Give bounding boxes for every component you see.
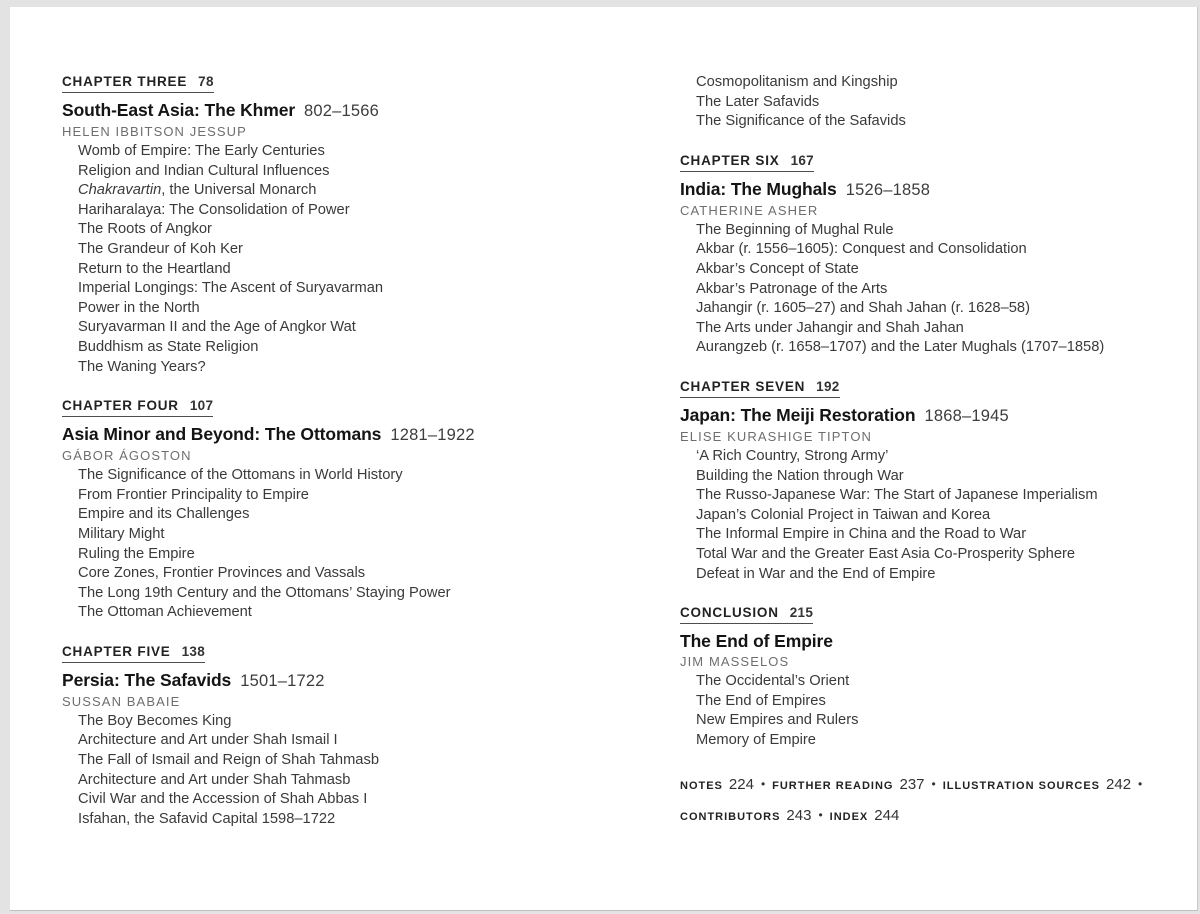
toc-item: Jahangir (r. 1605–27) and Shah Jahan (r. 1628–58) [696, 300, 1030, 317]
chapter-heading-row [680, 378, 1190, 404]
chapter-label [62, 398, 213, 417]
chapter-title [680, 178, 1190, 201]
toc-item [78, 181, 632, 201]
toc-item: The Beginning of Mughal Rule [696, 221, 894, 238]
backmatter-block [680, 770, 1190, 832]
chapter-label-text: CHAPTER SIX [680, 152, 780, 168]
chapter-author: SUSSAN BABAIE [62, 693, 181, 709]
chapter-title-text: India: The Mughals [680, 178, 837, 199]
bullet-separator: • [1138, 777, 1143, 792]
toc-item: The Fall of Ismail and Reign of Shah Tahmasb [78, 752, 379, 769]
toc-item: Architecture and Art under Shah Tahmasb [78, 771, 351, 788]
chapter-heading-row [62, 643, 632, 669]
toc-item-list [680, 672, 1190, 750]
toc-item: Suryavarman II and the Age of Angkor Wat [78, 319, 356, 336]
toc-item: The Boy Becomes King [78, 712, 232, 729]
chapter-heading-row [680, 152, 1190, 178]
backmatter-page-number: 224 [728, 776, 754, 794]
toc-item: Japan’s Colonial Project in Taiwan and Korea [696, 506, 991, 523]
toc-item-list [680, 221, 1190, 358]
backmatter-label: NOTES [680, 780, 723, 793]
toc-item-list [62, 466, 632, 623]
continuation-block [680, 73, 1190, 132]
chapter-author: JIM MASSELOS [680, 654, 790, 670]
backmatter-page-number: 242 [1106, 776, 1132, 794]
toc-column-right [680, 73, 1190, 832]
chapter-label [62, 644, 205, 663]
chapter-block [62, 397, 632, 623]
toc-item: The Occidental’s Orient [696, 673, 850, 690]
book-page [10, 7, 1198, 911]
toc-item: The Russo-Japanese War: The Start of Japanese Imperialism [696, 487, 1098, 504]
toc-item-list [62, 142, 632, 377]
backmatter-entry [830, 801, 900, 832]
toc-item: Cosmopolitanism and Kingship [696, 74, 898, 90]
chapter-label-text: CHAPTER THREE [62, 74, 188, 89]
toc-item: Ruling the Empire [78, 545, 195, 562]
backmatter-entry [943, 770, 1143, 801]
chapter-label [680, 153, 814, 172]
chapter-dates: 1281–1922 [390, 426, 475, 445]
toc-item: Imperial Longings: The Ascent of Suryavarman [78, 280, 384, 297]
backmatter-page-number: 237 [899, 776, 925, 794]
toc-item: Architecture and Art under Shah Ismail I [78, 732, 338, 749]
toc-item: Akbar (r. 1556–1605): Conquest and Consolidation [696, 241, 1027, 258]
toc-item-list [680, 447, 1190, 584]
toc-item: The Informal Empire in China and the Road to War [696, 526, 1027, 543]
toc-item: The Significance of the Safavids [696, 113, 906, 130]
backmatter-entry [680, 801, 823, 832]
chapter-author: HELEN IBBITSON JESSUP [62, 124, 247, 139]
toc-item: Womb of Empire: The Early Centuries [78, 143, 325, 159]
chapter-block [62, 73, 632, 377]
toc-item: The Waning Years? [78, 358, 206, 375]
bullet-separator: • [760, 777, 766, 792]
backmatter-entry [772, 770, 936, 801]
chapter-block [680, 378, 1190, 584]
toc-item: Akbar’s Patronage of the Arts [696, 280, 888, 297]
backmatter [680, 770, 1190, 832]
chapter-dates: 802–1566 [304, 102, 380, 120]
toc-item: Power in the North [78, 299, 200, 316]
chapter-page-number: 215 [789, 605, 814, 621]
toc-item: Military Might [78, 525, 165, 542]
chapter-label [62, 74, 214, 93]
backmatter-page-number: 244 [874, 807, 900, 825]
toc-item: Isfahan, the Safavid Capital 1598–1722 [78, 810, 336, 827]
chapter-title-text: South-East Asia: The Khmer [62, 100, 296, 120]
chapter-title [680, 404, 1190, 427]
toc-item: Memory of Empire [696, 731, 816, 748]
toc-item-segment: , the Universal Monarch [161, 182, 317, 199]
toc-item: The Grandeur of Koh Ker [78, 240, 243, 257]
bullet-separator: • [931, 777, 936, 792]
toc-item: Akbar’s Concept of State [696, 260, 859, 277]
toc-item: The End of Empires [696, 692, 826, 709]
toc-item: Building the Nation through War [696, 467, 904, 484]
toc-item-italic-segment: Chakravartin [78, 182, 162, 199]
chapter-block [62, 643, 632, 830]
toc-item: The Long 19th Century and the Ottomans’ Staying Power [78, 584, 451, 601]
toc-item: Hariharalaya: The Consolidation of Power [78, 201, 350, 218]
toc-item: The Ottoman Achievement [78, 604, 252, 621]
toc-column-left [62, 73, 632, 829]
chapter-dates: 1526–1858 [845, 180, 931, 199]
toc-item: Total War and the Greater East Asia Co-Prosperity Sphere [696, 545, 1076, 562]
toc-item: Civil War and the Accession of Shah Abbas I [78, 791, 368, 808]
toc-item: The Roots of Angkor [78, 221, 212, 238]
chapter-page-number: 78 [198, 74, 214, 89]
chapter-page-number: 107 [189, 398, 214, 414]
chapter-title [62, 423, 632, 446]
chapter-block [680, 152, 1190, 358]
toc-item: New Empires and Rulers [696, 712, 859, 729]
backmatter-label: INDEX [829, 811, 869, 824]
chapter-title [62, 99, 632, 122]
chapter-title [62, 669, 632, 692]
toc-item: Return to the Heartland [78, 260, 231, 277]
toc-item: The Arts under Jahangir and Shah Jahan [696, 319, 964, 336]
chapter-dates: 1501–1722 [240, 671, 325, 690]
toc-item: Empire and its Challenges [78, 506, 250, 523]
chapter-label-text: CONCLUSION [680, 605, 779, 621]
backmatter-entry [680, 770, 765, 801]
chapter-author: ELISE KURASHIGE TIPTON [680, 428, 873, 444]
backmatter-label: ILLUSTRATION SOURCES [942, 780, 1101, 793]
chapter-page-number: 138 [181, 643, 206, 659]
toc-item: From Frontier Principality to Empire [78, 486, 309, 503]
toc-item: Aurangzeb (r. 1658–1707) and the Later Mughals (1707–1858) [696, 339, 1105, 356]
chapter-label-text: CHAPTER FIVE [62, 643, 171, 659]
chapter-title [680, 630, 1190, 652]
chapter-heading-row [680, 604, 1190, 630]
toc-item: Defeat in War and the End of Empire [696, 565, 936, 582]
chapter-heading-row [62, 397, 632, 423]
toc-item-list [680, 73, 1190, 132]
chapter-label [680, 605, 813, 624]
chapter-label [680, 379, 840, 398]
toc-item: Buddhism as State Religion [78, 338, 259, 355]
backmatter-label: CONTRIBUTORS [680, 811, 781, 824]
toc-item: Core Zones, Frontier Provinces and Vassals [78, 565, 366, 582]
backmatter-page-number: 243 [786, 807, 812, 825]
toc-item-list [62, 712, 632, 830]
chapter-block [680, 604, 1190, 750]
chapter-dates: 1868–1945 [924, 406, 1009, 425]
chapter-label-text: CHAPTER SEVEN [680, 378, 806, 394]
toc-item: ‘A Rich Country, Strong Army’ [696, 447, 889, 464]
toc-item: The Later Safavids [696, 93, 820, 110]
toc-item: Religion and Indian Cultural Influences [78, 162, 330, 179]
chapter-page-number: 167 [790, 152, 814, 168]
chapter-label-text: CHAPTER FOUR [62, 398, 179, 414]
chapter-title-text: The End of Empire [680, 631, 833, 652]
backmatter-label: FURTHER READING [772, 780, 894, 793]
bullet-separator: • [818, 808, 823, 823]
chapter-author: GÁBOR ÁGOSTON [62, 448, 192, 464]
chapter-author: CATHERINE ASHER [680, 202, 819, 218]
chapter-heading-row [62, 73, 632, 99]
chapter-title-text: Persia: The Safavids [62, 669, 232, 690]
toc-item: The Significance of the Ottomans in World History [78, 467, 403, 484]
chapter-page-number: 192 [816, 378, 840, 394]
chapter-title-text: Asia Minor and Beyond: The Ottomans [62, 424, 382, 445]
chapter-title-text: Japan: The Meiji Restoration [680, 404, 916, 425]
